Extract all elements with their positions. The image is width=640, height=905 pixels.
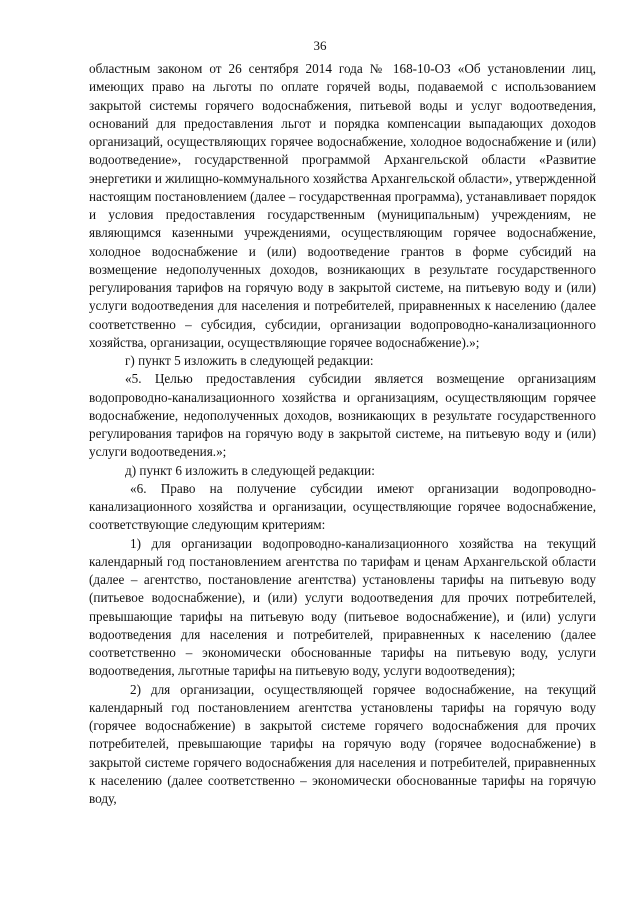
paragraph-point-6: «6. Право на получение субсидии имеют организации водопроводно-канализационного хозяйства и организации, осуществляющие горячее водоснабжение, соответствующие следующим критериям: <box>89 480 596 533</box>
paragraph-criterion-1: 1) для организации водопроводно-канализационного хозяйства на текущий календарный год постановлением агентства по тарифам и ценам Архангельской области (далее – агентство, постановление агентства) установлены тарифы на питьевую воду (питьевое водоснабжение), и (или) услуги водоотведения для прочих потребителей, превышающие тарифы на питьевую воду (питьевое водоснабжение), и (или) услуги водоотведения для населения и потребителей, приравненных к населению (далее соответственно – экономически обоснованные тарифы на питьевую воду, услуги водоотведения, льготные тарифы на питьевую воду, услуги водоотведения); <box>89 535 596 679</box>
paragraph-preamble: областным законом от 26 сентября 2014 года № 168-10-ОЗ «Об установлении лиц, имеющих право на льготы по оплате горячей воды, подаваемой с использованием закрытой системы горячего водоснабжения, питьевой воды и услуг водоотведения, оснований для предоставления льгот и порядка компенсации выпадающих доходов организаций, осуществляющих горячее водоснабжение, холодное водоснабжение и (или) водоотведение», государственной программой Архангельской области «Развитие энергетики и жилищно-коммунального хозяйства Архангельской области», утвержденной настоящим постановлением (далее – государственная программа), устанавливает порядок и условия предоставления государственным (муниципальным) учреждениям, не являющимся казенными учреждениями, осуществляющим горячее водоснабжение, холодное водоснабжение и (или) водоотведение грантов в форме субсидий на возмещение недополученных доходов, возникающих в результате государственного регулирования тарифов на горячую воду в закрытой системе, на питьевую воду и (или) услуги водоотведения для населения и потребителей, приравненных к населению (далее соответственно – субсидия, субсидии, организации водопроводно-канализационного хозяйства, организации, осуществляющие горячее водоснабжение).»; <box>89 61 596 350</box>
paragraph-item-d: д) пункт 6 изложить в следующей редакции: <box>125 462 375 478</box>
document-body <box>89 60 596 808</box>
paragraph-point-5: «5. Целью предоставления субсидии является возмещение организациям водопроводно-канализационного хозяйства и организациям, осуществляющим горячее водоснабжение, недополученных доходов, возникающих в результате государственного регулирования тарифов на горячую воду в закрытой системе, на питьевую воду и (или) услуги водоотведения.»; <box>89 371 596 460</box>
paragraph-item-g: г) пункт 5 изложить в следующей редакции: <box>125 353 374 368</box>
page-number: 36 <box>313 38 327 53</box>
paragraph-criterion-2: 2) для организации, осуществляющей горячее водоснабжение, на текущий календарный год постановлением агентства установлены тарифы на горячую воду (горячее водоснабжение) в закрытой системе горячего водоснабжения для прочих потребителей, превышающие тарифы на горячую воду (горячее водоснабжение) в закрытой системе горячего водоснабжения для населения и потребителей, приравненных к населению (далее соответственно – экономически обоснованные тарифы на горячую воду, <box>89 681 596 806</box>
